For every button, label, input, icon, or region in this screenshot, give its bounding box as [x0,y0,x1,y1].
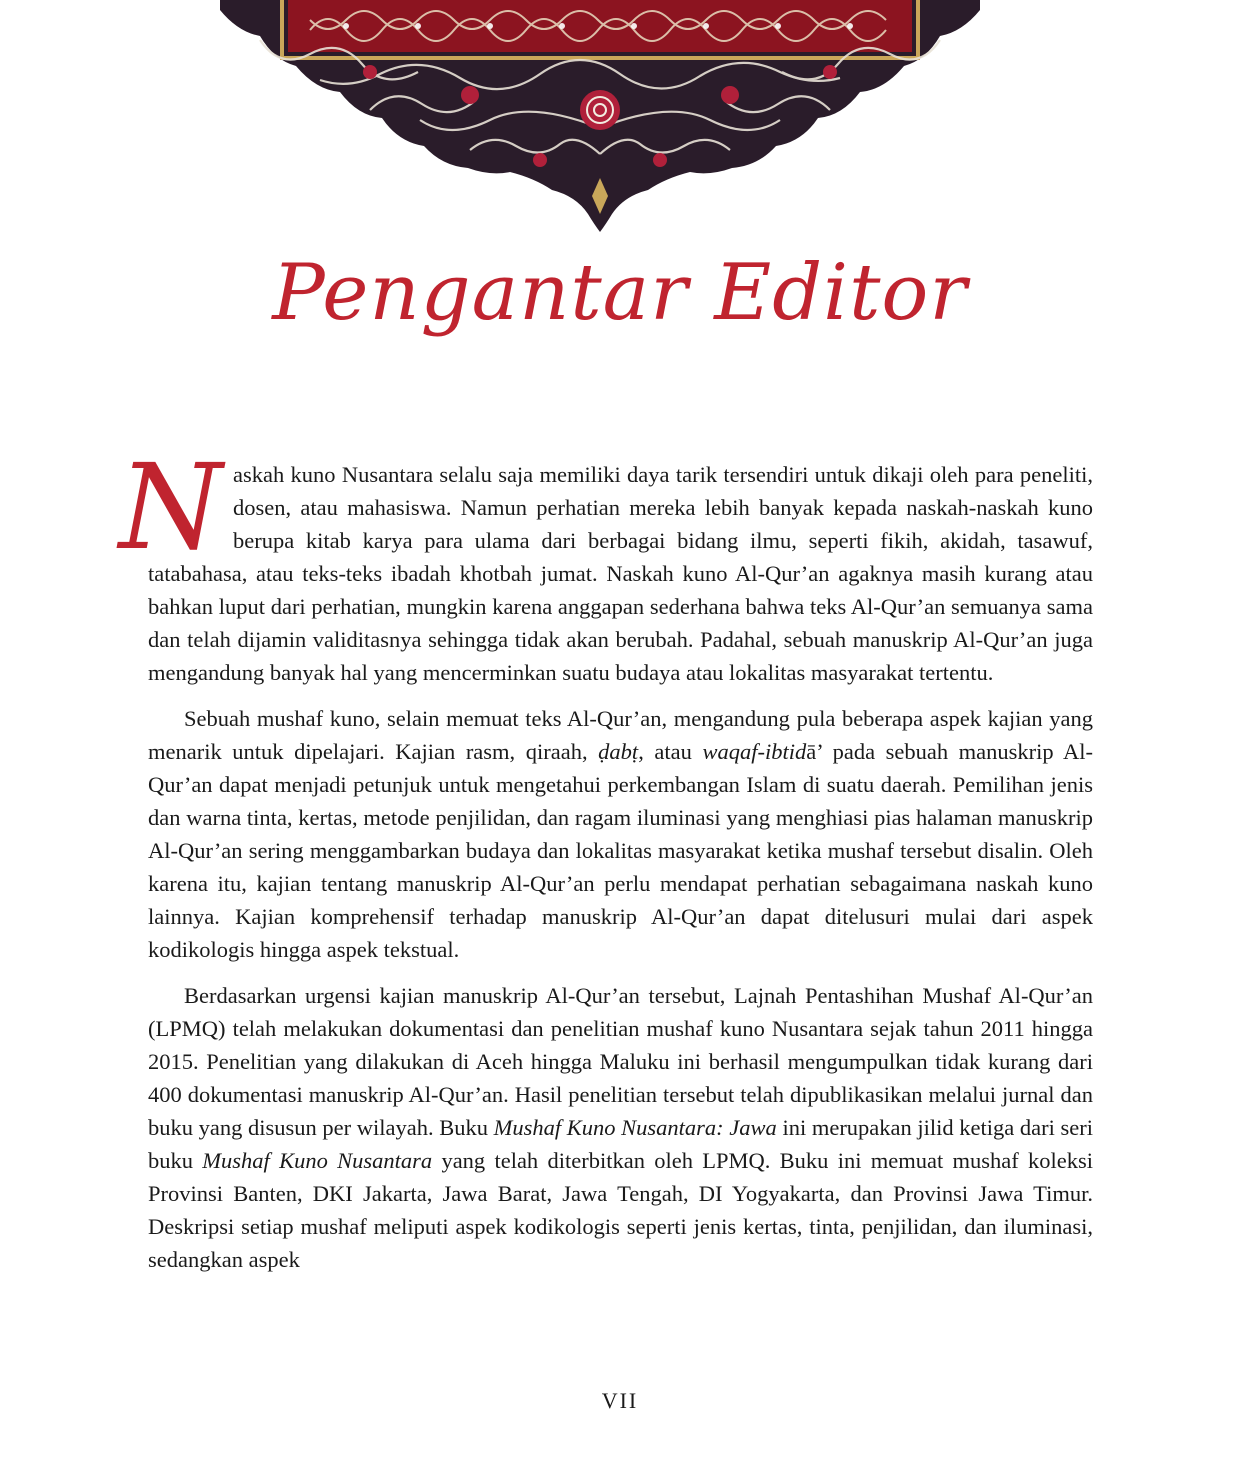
italic-book-title: Mushaf Kuno Nusantara [202,1148,433,1173]
italic-term: ḍabṭ [598,739,639,764]
paragraph-text: Berdasarkan urgensi kajian manuskrip Al-Qur’an tersebut, Lajnah Pentashihan Mushaf Al-Qur’an (LPMQ) telah melakukan dokumentasi dan penelitian mushaf kuno Nusantara sejak tahun 2011 hingga 2015. Penelitian yang dilakukan di Aceh hingga Maluku ini berhasil mengumpulkan tidak kurang dari 400 dokumentasi manuskrip Al-Qur’an. Hasil penelitian tersebut telah dipublikasikan melalui jurnal dan buku yang disusun per wilayah. Buku [148,983,1093,1140]
body-text [118,438,1094,1289]
drop-cap: N [118,438,223,576]
italic-term: waqaf-ibtid [702,739,807,764]
page-number: VII [601,1388,639,1413]
paragraph-text: ā’ pada sebuah manuskrip Al-Qur’an dapat menjadi petunjuk untuk mengetahui perkembangan Islam di suatu daerah. Pemilihan jenis dan warna tinta, kertas, metode penjilidan, dan ragam iluminasi yang menghiasi pias halaman manuskrip Al-Qur’an sering menggambarkan budaya dan lokalitas masyarakat ketika mushaf tersebut disalin. Oleh karena itu, kajian tentang manuskrip Al-Qur’an perlu mendapat perhatian sebagaimana naskah kuno lainnya. Kajian komprehensif terhadap manuskrip Al-Qur’an dapat ditelusuri mulai dari aspek kodikologis hingga aspek tekstual. [148,739,1093,962]
italic-book-title: Mushaf Kuno Nusantara: Jawa [493,1115,777,1140]
paragraph-text: Sebuah mushaf kuno, selain memuat teks Al-Qur’an, mengandung pula beberapa aspek kajian yang menarik untuk dipelajari. Kajian rasm, qiraah, [148,706,1093,764]
paragraph-text: askah kuno Nusantara selalu saja memiliki daya tarik tersendiri untuk dikaji oleh para peneliti, dosen, atau mahasiswa. Namun perhatian mereka lebih banyak kepada naskah-naskah kuno berupa kitab karya para ulama dari berbagai bidang ilmu, seperti fikih, akidah, tasawuf, tatabahasa, atau teks-teks ibadah khotbah jumat. Naskah kuno Al-Qur’an agaknya masih kurang atau bahkan luput dari perhatian, mungkin karena anggapan sederhana bahwa teks Al-Qur’an semuanya sama dan telah dijamin validitasnya sehingga tidak akan berubah. Padahal, sebuah manuskrip Al-Qur’an juga mengandung banyak hal yang mencerminkan suatu budaya atau lokalitas masyarakat tertentu. [148,462,1093,685]
paragraph-text: ini merupakan jilid ketiga dari seri buku [148,1115,1094,1173]
paragraph [148,979,1093,1276]
page-title: Pengantar Editor [272,248,968,338]
paragraph [148,702,1093,966]
paragraph [118,438,1093,689]
floral-illumination-ornament [220,0,980,232]
paragraph-text: , atau [638,739,703,764]
paragraph-text: yang telah diterbitkan oleh LPMQ. Buku ini memuat mushaf koleksi Provinsi Banten, DKI Jakarta, Jawa Barat, Jawa Tengah, DI Yogyakarta, dan Provinsi Jawa Timur. Deskripsi setiap mushaf meliputi aspek kodikologis seperti jenis kertas, tinta, penjilidan, dan iluminasi, sedangkan aspek [148,1148,1094,1272]
